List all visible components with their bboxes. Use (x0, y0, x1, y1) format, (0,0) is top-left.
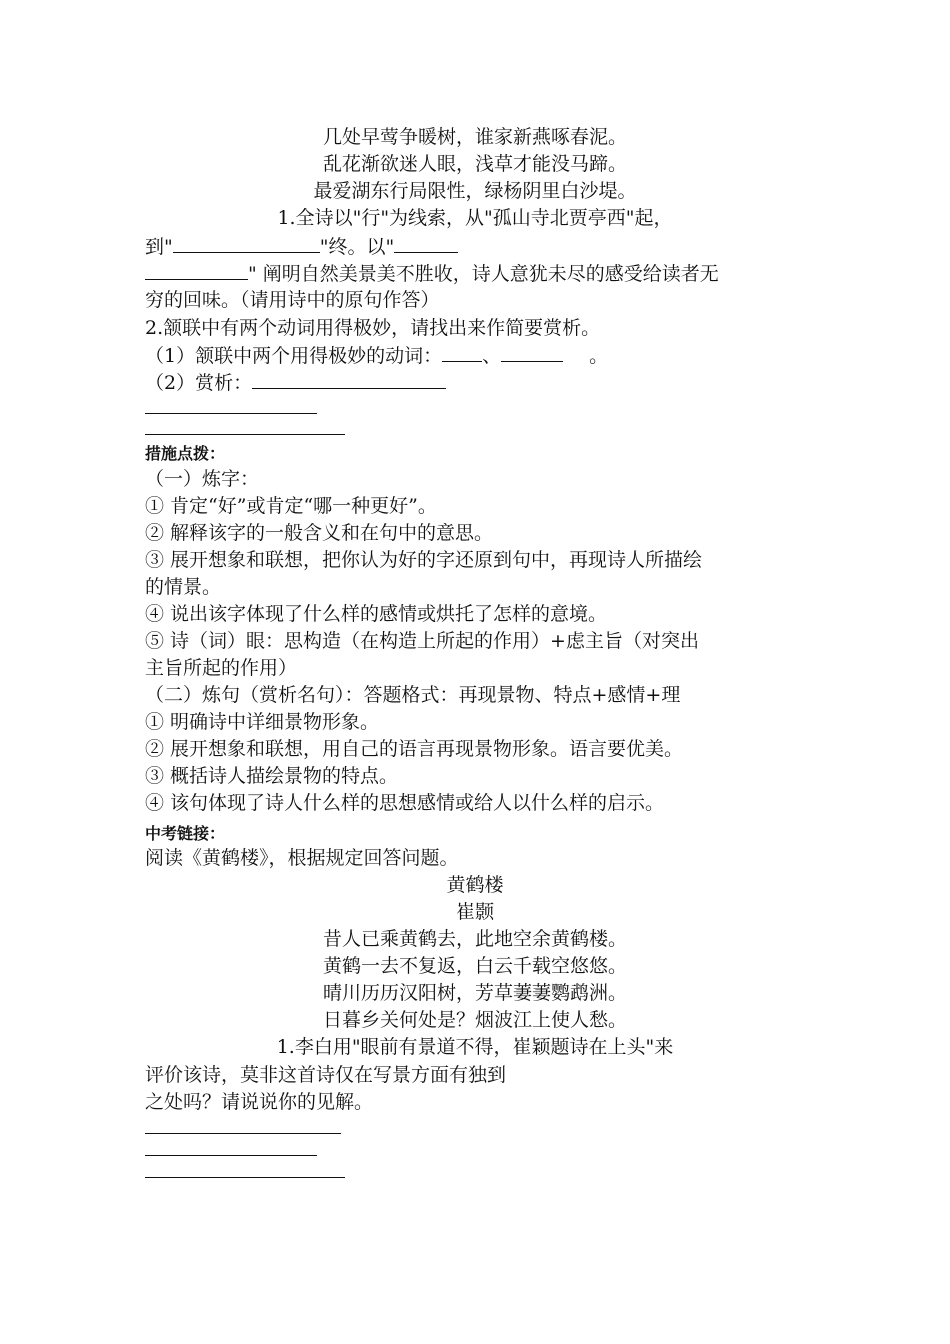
poem-line: 晴川历历汉阳树，芳草萋萋鹦鹉洲。 (322, 982, 627, 1004)
poem-title: 黄鹤楼 (446, 874, 504, 896)
poem-line: 乱花渐欲迷人眼，浅草才能没马蹄。 (322, 153, 627, 175)
tips-item: ① 明确诗中详细景物形象。 (145, 711, 380, 733)
tips-section-title: （一）炼字： (145, 468, 260, 490)
poem-line: 几处早莺争暖树，谁家新燕啄春泥。 (322, 126, 627, 148)
tips-item: 的情景。 (145, 576, 222, 598)
question-1-line: 到" "终。以" (145, 233, 458, 261)
tips-heading: 措施点拨： (145, 444, 226, 463)
answer-line[interactable] (145, 434, 345, 435)
tips-section-title: （二）炼句（赏析名句）：答题格式：再现景物、特点+感情+理 (145, 684, 681, 706)
answer-blank[interactable] (394, 233, 458, 253)
answer-blank[interactable] (252, 369, 446, 389)
question-2-sub1: （1）颔联中两个用得极妙的动词： 、 。 (145, 342, 608, 370)
tips-item: ② 展开想象和联想，用自己的语言再现景物形象。语言要优美。 (145, 738, 684, 760)
exam-heading: 中考链接： (145, 824, 226, 843)
answer-line[interactable] (145, 1177, 345, 1178)
exam-question-line: 1.李白用"眼前有景道不得，崔颖题诗在上头"来 (276, 1036, 674, 1058)
question-1-line: " 阐明自然美景美不胜收，诗人意犹未尽的感受给读者无 (145, 260, 719, 288)
tips-item: ④ 该句体现了诗人什么样的思想感情或给人以什么样的启示。 (145, 792, 665, 814)
tips-item: ④ 说出该字体现了什么样的感情或烘托了怎样的意境。 (145, 603, 608, 625)
poem-line: 昔人已乘黄鹤去，此地空余黄鹤楼。 (322, 928, 627, 950)
poem-author: 崔颢 (455, 901, 494, 923)
poem-line: 最爱湖东行局限性，绿杨阴里白沙堤。 (313, 180, 637, 202)
tips-item: ② 解释该字的一般含义和在句中的意思。 (145, 522, 494, 544)
exam-question-line: 评价该诗，莫非这首诗仅在写景方面有独到 (145, 1064, 507, 1086)
tips-item: ① 肯定“好”或肯定“哪一种更好”。 (145, 495, 437, 517)
poem-line: 黄鹤一去不复返，白云千载空悠悠。 (322, 955, 627, 977)
answer-blank[interactable] (442, 342, 482, 362)
poem-line: 日暮乡关何处是？烟波江上使人愁。 (322, 1009, 627, 1031)
exam-question-line: 之处吗？请说说你的见解。 (145, 1091, 374, 1113)
tips-item: ⑤ 诗（词）眼：思构造（在构造上所起的作用）+虑主旨（对突出 (145, 630, 699, 652)
answer-blank[interactable] (501, 342, 563, 362)
answer-line[interactable] (145, 1155, 317, 1156)
answer-blank[interactable] (145, 260, 248, 280)
question-1-line: 穷的回味。（请用诗中的原句作答） (145, 289, 440, 311)
tips-item: 主旨所起的作用） (145, 657, 298, 679)
answer-blank[interactable] (173, 233, 320, 253)
tips-item: ③ 展开想象和联想，把你认为好的字还原到句中，再现诗人所描绘 (145, 549, 703, 571)
tips-item: ③ 概括诗人描绘景物的特点。 (145, 765, 399, 787)
question-1-line: 1.全诗以"行"为线索，从"孤山寺北贾亭西"起， (277, 207, 673, 229)
exam-intro: 阅读《黄鹤楼》，根据规定回答问题。 (145, 847, 459, 869)
question-2-sub2: （2）赏析： (145, 369, 446, 397)
answer-line[interactable] (145, 413, 317, 414)
answer-line[interactable] (145, 1133, 341, 1134)
question-2-title: 2.颔联中有两个动词用得极妙，请找出来作简要赏析。 (145, 317, 601, 339)
